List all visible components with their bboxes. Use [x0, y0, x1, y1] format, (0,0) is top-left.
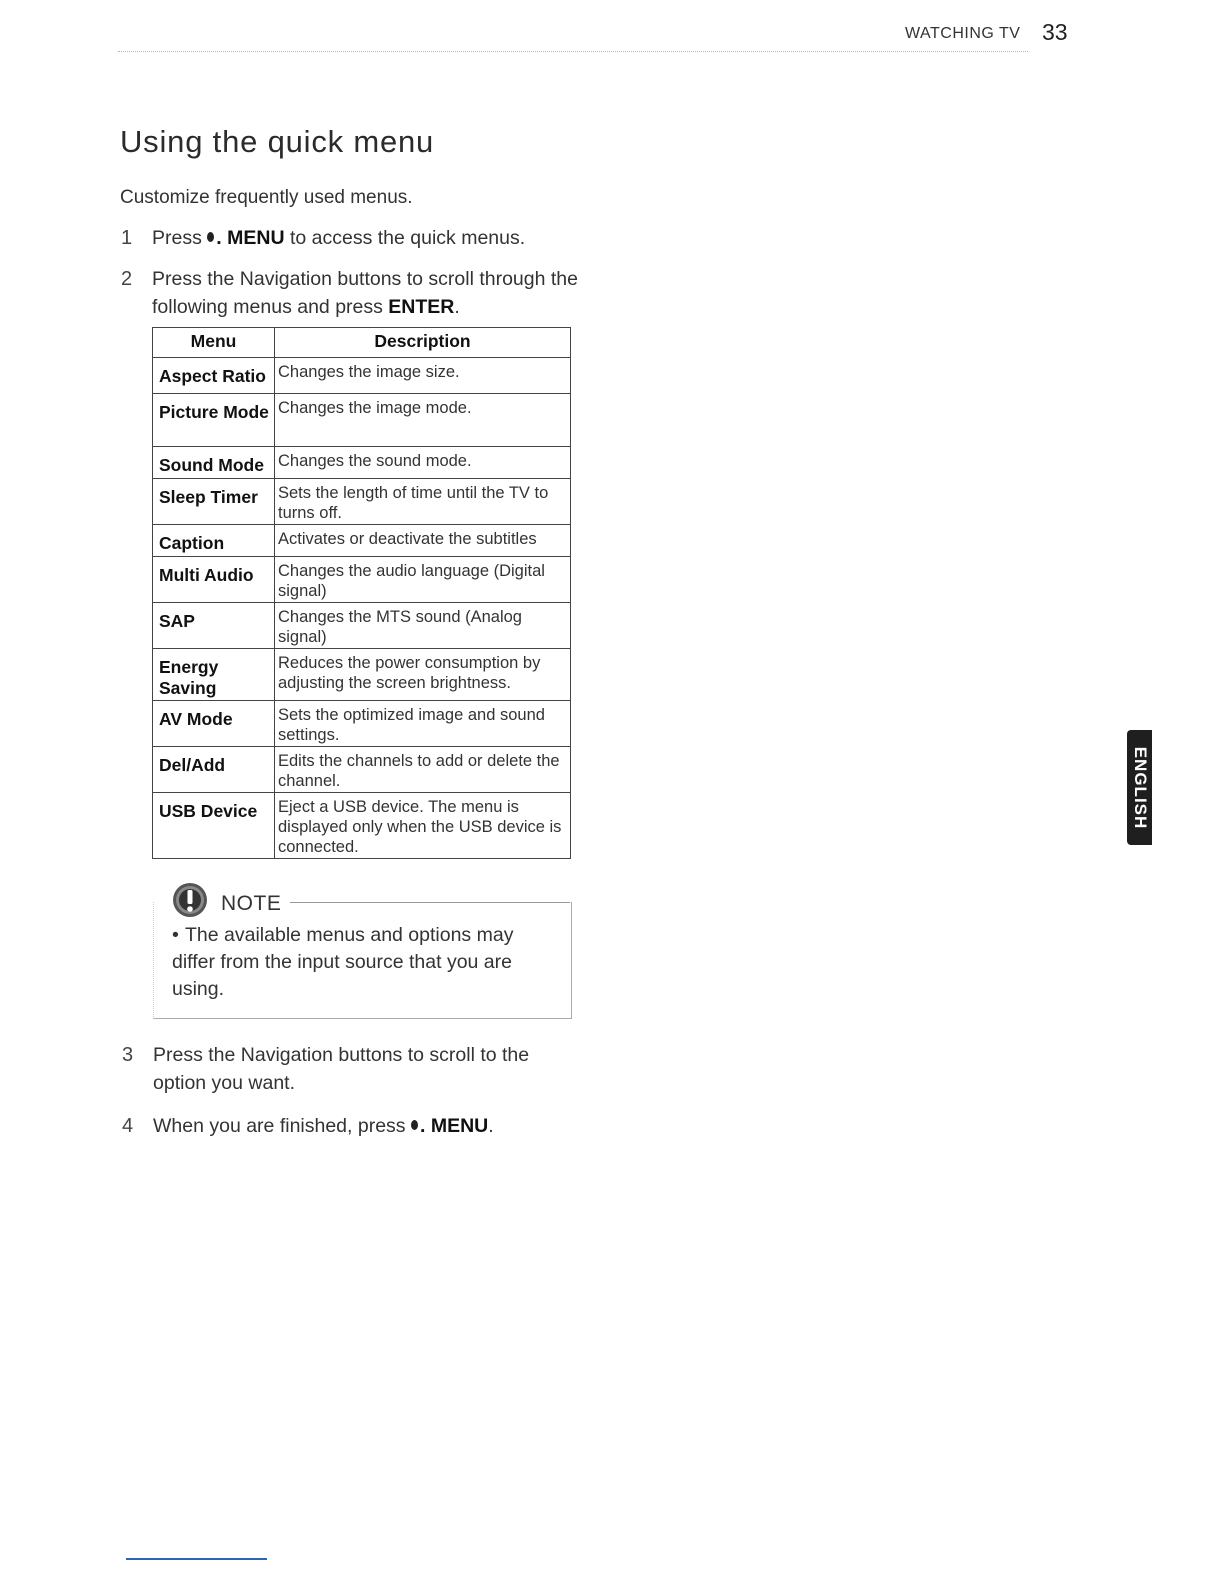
- description-cell: Eject a USB device. The menu is displayed only when the USB device is connected.: [275, 793, 571, 859]
- step-1: [121, 224, 602, 252]
- column-header-description: Description: [275, 328, 571, 358]
- menu-cell: Sleep Timer: [153, 479, 275, 525]
- description-cell: Activates or deactivate the subtitles: [275, 525, 571, 557]
- menu-cell: Multi Audio: [153, 557, 275, 603]
- step-text: Press: [152, 227, 202, 249]
- note-divider: [290, 902, 570, 903]
- table-header-row: [153, 328, 571, 358]
- menu-cell: Sound Mode: [153, 447, 275, 479]
- description-cell: Sets the length of time until the TV to turns off.: [275, 479, 571, 525]
- table-row: [153, 447, 571, 479]
- intro-text: Customize frequently used menus.: [120, 187, 413, 208]
- description-cell: Changes the sound mode.: [275, 447, 571, 479]
- step-number: 1: [121, 227, 133, 249]
- menu-key-label: . MENU: [216, 227, 285, 249]
- home-button-icon: [207, 232, 214, 242]
- language-side-tab: [1127, 730, 1152, 845]
- description-cell: Sets the optimized image and sound settings.: [275, 701, 571, 747]
- menu-cell: SAP: [153, 603, 275, 649]
- step-text: Press the Navigation buttons to scroll to the option you want.: [153, 1044, 530, 1094]
- table-row: [153, 358, 571, 394]
- step-number: 4: [122, 1115, 134, 1137]
- description-cell: Changes the image mode.: [275, 394, 571, 447]
- menu-cell: Aspect Ratio: [153, 358, 275, 394]
- step-text: When you are finished, press: [153, 1115, 406, 1137]
- language-tab-label: ENGLISH: [1130, 746, 1150, 829]
- step-4: [122, 1112, 603, 1140]
- step-3: [122, 1041, 573, 1097]
- column-header-menu: Menu: [153, 328, 275, 358]
- step-text: .: [454, 296, 460, 318]
- menu-cell: Caption: [153, 525, 275, 557]
- menu-cell: USB Device: [153, 793, 275, 859]
- page-number: 33: [1042, 19, 1068, 45]
- table-row: [153, 479, 571, 525]
- enter-key-label: ENTER: [388, 296, 455, 318]
- header-divider: [118, 51, 1028, 52]
- table-row: [153, 793, 571, 859]
- page-title: Using the quick menu: [120, 124, 435, 159]
- note-alert-icon: [170, 880, 210, 920]
- table-row: [153, 394, 571, 447]
- step-text: to access the quick menus.: [284, 227, 526, 249]
- description-cell: Reduces the power consumption by adjusting the screen brightness.: [275, 649, 571, 701]
- step-2: [121, 265, 582, 321]
- step-text: .: [488, 1115, 494, 1137]
- menu-cell: Energy Saving: [153, 649, 275, 701]
- step-number: 2: [121, 268, 133, 290]
- menu-cell: Del/Add: [153, 747, 275, 793]
- quick-menu-table: [152, 327, 571, 859]
- home-button-icon: [411, 1120, 418, 1130]
- step-text: Press the Navigation buttons to scroll through the following menus and press: [152, 268, 578, 318]
- description-cell: Changes the image size.: [275, 358, 571, 394]
- table-row: [153, 747, 571, 793]
- step-number: 3: [122, 1044, 134, 1066]
- menu-cell: AV Mode: [153, 701, 275, 747]
- description-cell: Changes the MTS sound (Analog signal): [275, 603, 571, 649]
- note-body: The available menus and options may differ from the input source that you are using.: [172, 924, 514, 1000]
- note-content: [172, 922, 557, 1003]
- description-cell: Changes the audio language (Digital signal): [275, 557, 571, 603]
- note-bullet: •: [172, 924, 179, 946]
- menu-cell: Picture Mode: [153, 394, 275, 447]
- table-row: [153, 701, 571, 747]
- table-row: [153, 603, 571, 649]
- table-row: [153, 649, 571, 701]
- note-title: NOTE: [221, 892, 282, 915]
- menu-key-label: . MENU: [419, 1115, 489, 1137]
- table-row: [153, 525, 571, 557]
- running-header-section: WATCHING TV: [905, 25, 1021, 42]
- footer-rule: [126, 1558, 267, 1560]
- description-cell: Edits the channels to add or delete the channel.: [275, 747, 571, 793]
- table-row: [153, 557, 571, 603]
